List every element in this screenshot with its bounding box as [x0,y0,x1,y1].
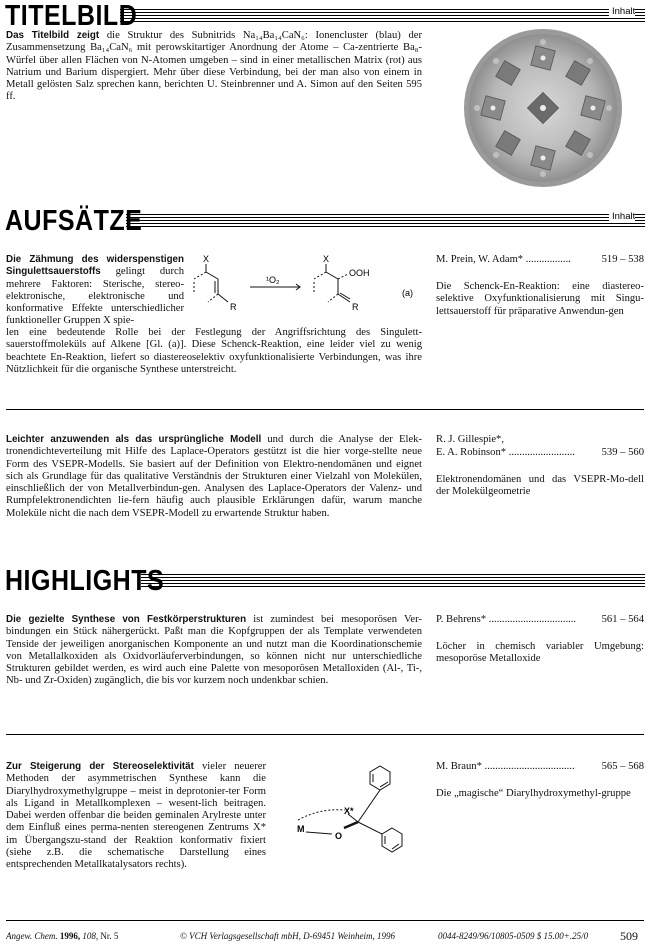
article2-authors-line2: E. A. Robinson* ......................... 539 – 560 [436,447,644,458]
article4-authors: M. Braun* .................................. 565 – 568 [436,761,644,772]
article3-text: Die gezielte Synthese von Festkörperstrukturen ist zumindest bei mesoporösen Ver-bindungen ein Stück nähergerückt. Paßt man die Kopfgruppen der als Template verwendeten Tenside der jeweiligen anorganischen Komponente an und nutzt man die Koordinationschemie von Metallalkoxiden als Oxidvorläuferverbindungen, so können nicht nur unterschiedliche Strukturen gebildet werden, es wird auch eine Palette von mesoporösen Metalloxiden (Al-, Ti-, Nb- und Zr-Oxiden) zugänglich, die bis vor kurzem noch undenkbar schien. [6,614,422,687]
article1-text-column: Die Zähmung des widerspenstigen Singulettsauerstoffs gelingt durch mehrere Faktoren: Sterische, stereo-elektronische, elektronische und konformative Effekte unterschiedlicher funktioneller Gruppen X spie- [6,254,184,327]
article2-summary: Elektronendomänen und das VSEPR-Mo-dell der Molekülgeometrie [436,474,644,498]
scheme-reagent: ¹O₂ [266,275,280,285]
section-title-aufsaetze: AUFSÄTZE [5,204,143,237]
scheme-xstar: X* [344,806,354,816]
scheme-r2: R [352,302,359,312]
footer-citation: Angew. Chem. 1996, 108, Nr. 5 [6,931,119,941]
scheme-r1: R [230,302,237,312]
diarylhydroxymethyl-scheme [270,750,430,862]
schenck-reaction-scheme [192,252,418,324]
scheme-ooh: OOH [349,268,370,278]
footer-publisher: © VCH Verlagsgesellschaft mbH, D-69451 Weinheim, 1996 [180,931,395,941]
page-number: 509 [620,929,638,943]
article4-summary: Die „magische“ Diarylhydroxymethyl-gruppe [436,788,631,799]
article1-lead: Die Zähmung des widerspenstigen Singulettsauerstoffs [6,254,184,278]
cover-structure-image [463,28,623,188]
article-separator [6,409,644,410]
article1-summary: Die Schenck-En-Reaktion: eine diastereo-selektive Oxyfunktionalisierung mit Singu-lettsauerstoff für präparative Anwendun-gen [436,281,644,317]
article2-authors-line1: R. J. Gillespie*, [436,434,504,445]
article4-text: Zur Steigerung der Stereoselektivität vieler neuerer Methoden der asymmetrischen Synthese kann die Diarylhydroxymethylgruppe – meist in deprotonier-ter Form als Ligand in Metallkomplexen – wesent-lich beitragen. Dabei werden offenbar die beiden geminalen Arylreste unter dem Einfluß eines perma-nenten stereogenen Zentrums X* im Übergangszu-stand der Reaktion konformativ fixiert (siehe z.B. die schematische Darstellung eines entsprechenden Metallkatalysators rechts). [6,761,266,871]
footer-code: 0044-8249/96/10805-0509 $ 15.00+.25/0 [438,931,589,941]
article1-authors: M. Prein, W. Adam* ................. 519 – 538 [436,254,644,265]
footer-rule [6,920,644,921]
scheme-x2: X [323,254,330,264]
titelbild-lead: Das Titelbild zeigt [6,30,100,41]
scheme-label: (a) [402,288,413,298]
article1-pages: 519 – 538 [601,254,644,265]
article2-text: Leichter anzuwenden als das ursprüngliche Modell und durch die Analyse der Elek-tronendichteverteilung mit Hilfe des Laplace-Operators gestützt ist die hier vorge-stellte neue Form des VSEPR-Modells. Sie basiert auf der Definition von Elektro-nendomänen und eignet sich als Grundlage für das qualitative Verständnis der Strukturen einer Vielzahl von Molekülen, einschließlich der von Metallverbindun-gen. Analysen des Laplace-Operators der Valenz- und Rumpfelektronendichten lie-fern häufig auch plausible Erklärungen dafür, warum manche Moleküle nicht die nach dem VSEPR-Modell zu erwartende Struktur haben. [6,434,422,519]
scheme-x1: X [203,254,210,264]
article2-lead: Leichter anzuwenden als das ursprüngliche Modell [6,434,262,445]
article4-lead: Zur Steigerung der Stereoselektivität [6,761,194,772]
scheme-metal: M [297,824,305,834]
inhalt-label: Inhalt [609,6,635,17]
article3-authors: P. Behrens* ................................. 561 – 564 [436,614,644,625]
inhalt-label: Inhalt [609,211,635,222]
article-separator [6,734,644,735]
section-title-titelbild: TITELBILD [5,0,138,32]
section-rule [120,9,645,10]
article3-summary: Löcher in chemisch variabler Umgebung: mesoporöse Metalloxide [436,641,644,665]
article3-pages: 561 – 564 [601,614,644,625]
titelbild-text: Das Titelbild zeigt die Struktur des Subnitrids Na₁₄Ba₁₄CaN₆: Ionencluster (blau) der Zusammensetzung Ba₁₄CaN₆ mit perowskitartiger Anordnung der Atome – Ca-zentrierte Ba₈-Würfel über allen Flächen von N-Atomen umgeben – sind in einer metallischen Matrix (rot) aus Natrium und Barium dispergiert. Mehr über diese Verbindung, bei der man also von einem in Metall gelösten Salz sprechen kann, berichten U. Steinbrenner und A. Simon auf den Seiten 595 ff. [6,30,422,103]
article3-lead: Die gezielte Synthese von Festkörperstrukturen [6,614,247,625]
article1-text-continued: len eine bedeutende Rolle bei der Festlegung der Angriffsrichtung des Singulett-sauerstoffmoleküls auf Alkene [Gl. (a)]. Diese Schenck-Reaktion, eine leider viel zu wenig beachtete En-Reaktion, liefert so diastereoselektiv oxyfunktionalisierte Verbindungen, was ihre Nützlichkeit für die organische Synthese unterstreicht. [6,327,422,375]
article2-pages: 539 – 560 [601,447,644,458]
scheme-oxygen: O [335,831,343,841]
article4-pages: 565 – 568 [601,761,644,772]
section-title-highlights: HIGHLIGHTS [5,564,165,597]
